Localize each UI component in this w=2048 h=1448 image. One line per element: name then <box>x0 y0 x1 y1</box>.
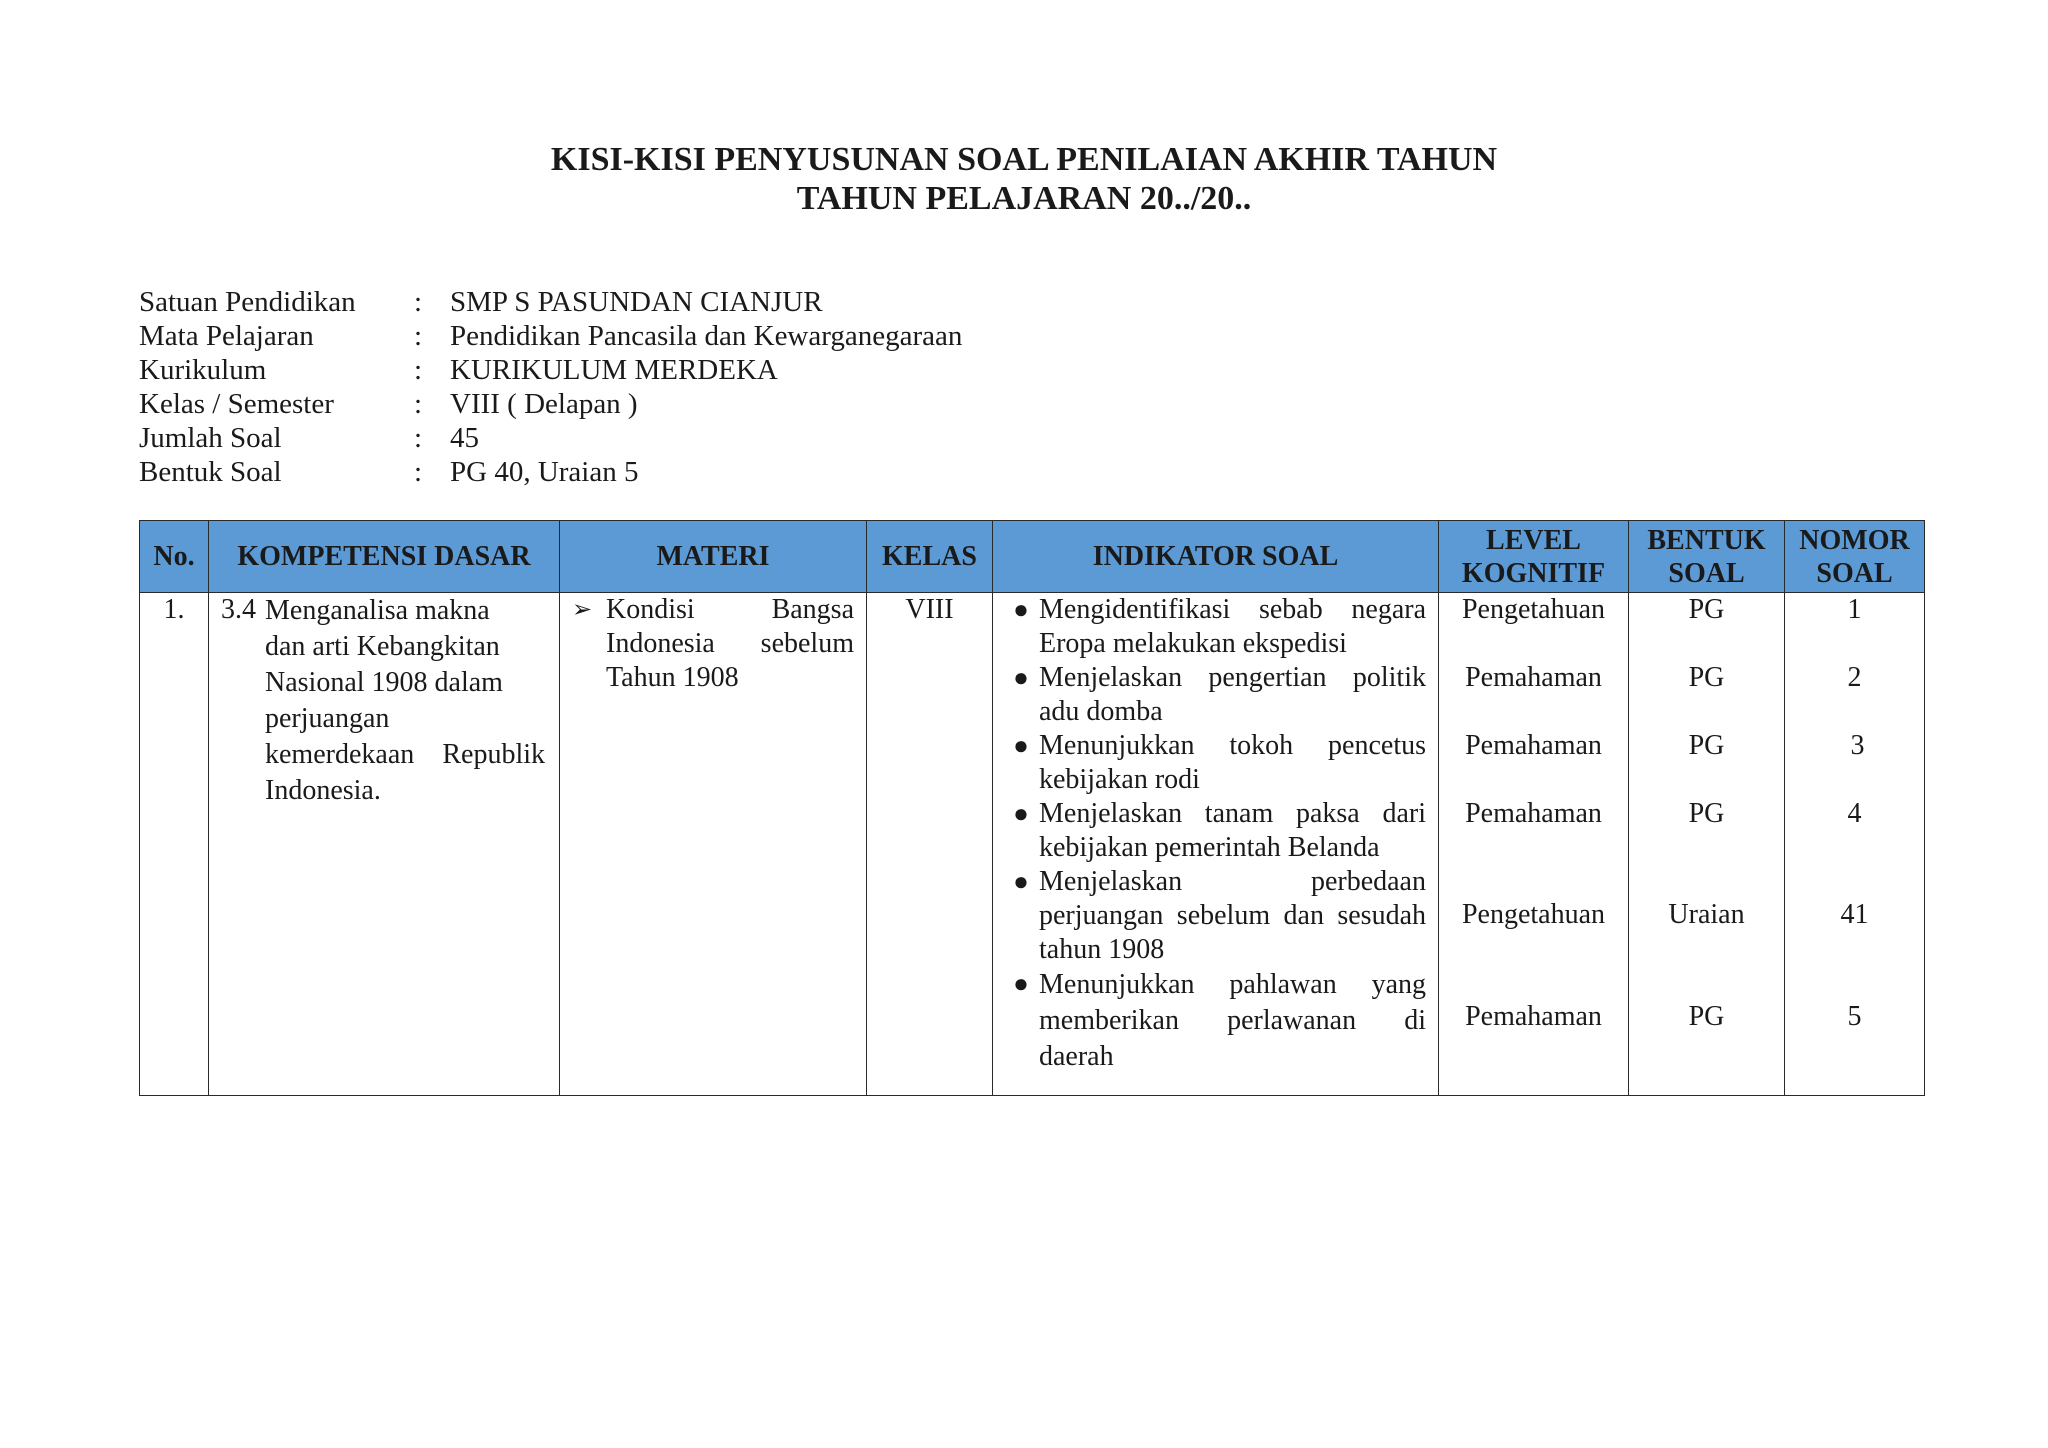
nomor-value: 2 <box>1847 662 1862 693</box>
info-label: Satuan Pendidikan <box>139 286 356 318</box>
nomor-value: 5 <box>1847 1001 1862 1032</box>
info-value: 45 <box>450 422 479 454</box>
header-level <box>1439 521 1629 593</box>
info-colon: : <box>414 388 423 420</box>
materi-line: Kondisi Bangsa <box>606 594 854 625</box>
indicator-line: adu domba <box>1039 696 1163 727</box>
info-label: Bentuk Soal <box>139 456 282 488</box>
kd-line: Nasional 1908 dalam <box>265 667 503 698</box>
info-row-satuan <box>139 285 962 319</box>
info-row-jumlah <box>139 421 962 455</box>
level-value: Pengetahuan <box>1461 899 1606 930</box>
info-label: Kelas / Semester <box>139 388 334 420</box>
header-indikator: INDIKATOR SOAL <box>993 521 1439 593</box>
level-value: Pengetahuan <box>1461 594 1606 625</box>
document-subtitle: TAHUN PELAJARAN 20../20.. <box>796 180 1252 217</box>
kd-line: perjuangan <box>265 703 390 734</box>
bullet-icon: ● <box>1013 663 1029 692</box>
table-row <box>140 593 1925 1096</box>
indicator-item <box>1003 797 1426 865</box>
info-row-kurikulum <box>139 353 962 387</box>
indicator-line: kebijakan rodi <box>1039 764 1200 795</box>
cell-kompetensi <box>209 593 560 1096</box>
info-colon: : <box>414 456 423 488</box>
level-value: Pemahaman <box>1465 662 1602 693</box>
cell-kelas: VIII <box>867 593 993 1096</box>
nomor-value: 3 <box>1850 730 1865 761</box>
indicator-item <box>1003 661 1426 729</box>
kd-line: Menganalisa makna <box>265 595 490 626</box>
info-row-mapel <box>139 319 962 353</box>
kisi-kisi-table <box>139 520 1925 1096</box>
info-colon: : <box>414 422 423 454</box>
indicator-line: Eropa melakukan ekspedisi <box>1039 628 1347 659</box>
header-bentuk-line1: BENTUK <box>1647 524 1766 556</box>
indicator-item <box>1003 967 1426 1075</box>
materi-text <box>606 593 854 695</box>
info-value: Pendidikan Pancasila dan Kewarganegaraan <box>450 320 963 352</box>
kd-line: dan arti Kebangkitan <box>265 631 500 662</box>
info-value: KURIKULUM MERDEKA <box>450 354 778 386</box>
cell-nomor <box>1785 593 1925 1096</box>
header-materi: MATERI <box>560 521 867 593</box>
nomor-value: 4 <box>1847 798 1862 829</box>
header-nomor-line1: NOMOR <box>1799 524 1910 556</box>
document-title: KISI-KISI PENYUSUNAN SOAL PENILAIAN AKHIR TAHUN <box>550 141 1498 178</box>
info-colon: : <box>414 354 423 386</box>
materi-line: Indonesia sebelum <box>606 628 854 659</box>
info-row-kelas <box>139 387 962 421</box>
cell-indikator <box>993 593 1439 1096</box>
indicator-line: memberikan perlawanan di <box>1039 1005 1426 1036</box>
kd-number: 3.4 <box>221 594 256 625</box>
indicator-line: perjuangan sebelum dan sesudah <box>1039 900 1426 931</box>
level-value: Pemahaman <box>1465 730 1602 761</box>
indicator-line: Menjelaskan pengertian politik <box>1039 662 1426 693</box>
cell-level <box>1439 593 1629 1096</box>
bullet-icon: ● <box>1013 867 1029 896</box>
cell-bentuk <box>1629 593 1785 1096</box>
bentuk-value: PG <box>1688 730 1725 761</box>
kd-text <box>265 593 545 809</box>
header-nomor <box>1785 521 1925 593</box>
bentuk-value: PG <box>1688 1001 1725 1032</box>
indicator-item <box>1003 865 1426 967</box>
bullet-icon: ● <box>1013 799 1029 828</box>
info-colon: : <box>414 320 423 352</box>
bentuk-value: PG <box>1688 662 1725 693</box>
info-colon: : <box>414 286 423 318</box>
indicator-line: Menunjukkan tokoh pencetus <box>1039 730 1426 761</box>
bentuk-value: PG <box>1688 594 1725 625</box>
bentuk-value: Uraian <box>1668 899 1745 930</box>
level-value: Pemahaman <box>1465 1001 1602 1032</box>
header-nomor-line2: SOAL <box>1816 557 1893 589</box>
indicator-line: Menjelaskan perbedaan <box>1039 866 1426 897</box>
header-bentuk <box>1629 521 1785 593</box>
header-level-line1: LEVEL <box>1486 524 1581 556</box>
indicator-item <box>1003 729 1426 797</box>
materi-line: Tahun 1908 <box>606 662 739 693</box>
indicator-line: kebijakan pemerintah Belanda <box>1039 832 1380 863</box>
info-label: Kurikulum <box>139 354 267 386</box>
info-value: PG 40, Uraian 5 <box>450 456 639 488</box>
header-level-line2: KOGNITIF <box>1461 557 1606 589</box>
table-header-row <box>140 521 1925 593</box>
bullet-icon: ● <box>1013 969 1029 998</box>
indicator-line: Menunjukkan pahlawan yang <box>1039 969 1426 1000</box>
nomor-value: 1 <box>1847 594 1862 625</box>
level-value: Pemahaman <box>1465 798 1602 829</box>
kd-line: Indonesia. <box>265 775 381 806</box>
indicator-line: Mengidentifikasi sebab negara <box>1039 594 1426 625</box>
header-no: No. <box>140 521 209 593</box>
indicator-line: daerah <box>1039 1041 1114 1072</box>
info-value: VIII ( Delapan ) <box>450 388 638 420</box>
arrow-bullet-icon: ➢ <box>572 597 593 623</box>
nomor-value: 41 <box>1840 899 1869 930</box>
bullet-icon: ● <box>1013 731 1029 760</box>
header-bentuk-line2: SOAL <box>1668 557 1745 589</box>
indicator-line: tahun 1908 <box>1039 934 1165 965</box>
bentuk-value: PG <box>1688 798 1725 829</box>
info-row-bentuk <box>139 455 962 489</box>
header-kelas: KELAS <box>867 521 993 593</box>
identity-section <box>139 285 962 489</box>
indicator-line: Menjelaskan tanam paksa dari <box>1039 798 1426 829</box>
cell-materi <box>560 593 867 1096</box>
info-value: SMP S PASUNDAN CIANJUR <box>450 286 823 318</box>
info-label: Mata Pelajaran <box>139 320 314 352</box>
cell-no: 1. <box>140 593 209 1096</box>
indicator-item <box>1003 593 1426 661</box>
bullet-icon: ● <box>1013 595 1029 624</box>
kd-line: kemerdekaan Republik <box>265 739 545 770</box>
info-label: Jumlah Soal <box>139 422 282 454</box>
header-kompetensi: KOMPETENSI DASAR <box>209 521 560 593</box>
